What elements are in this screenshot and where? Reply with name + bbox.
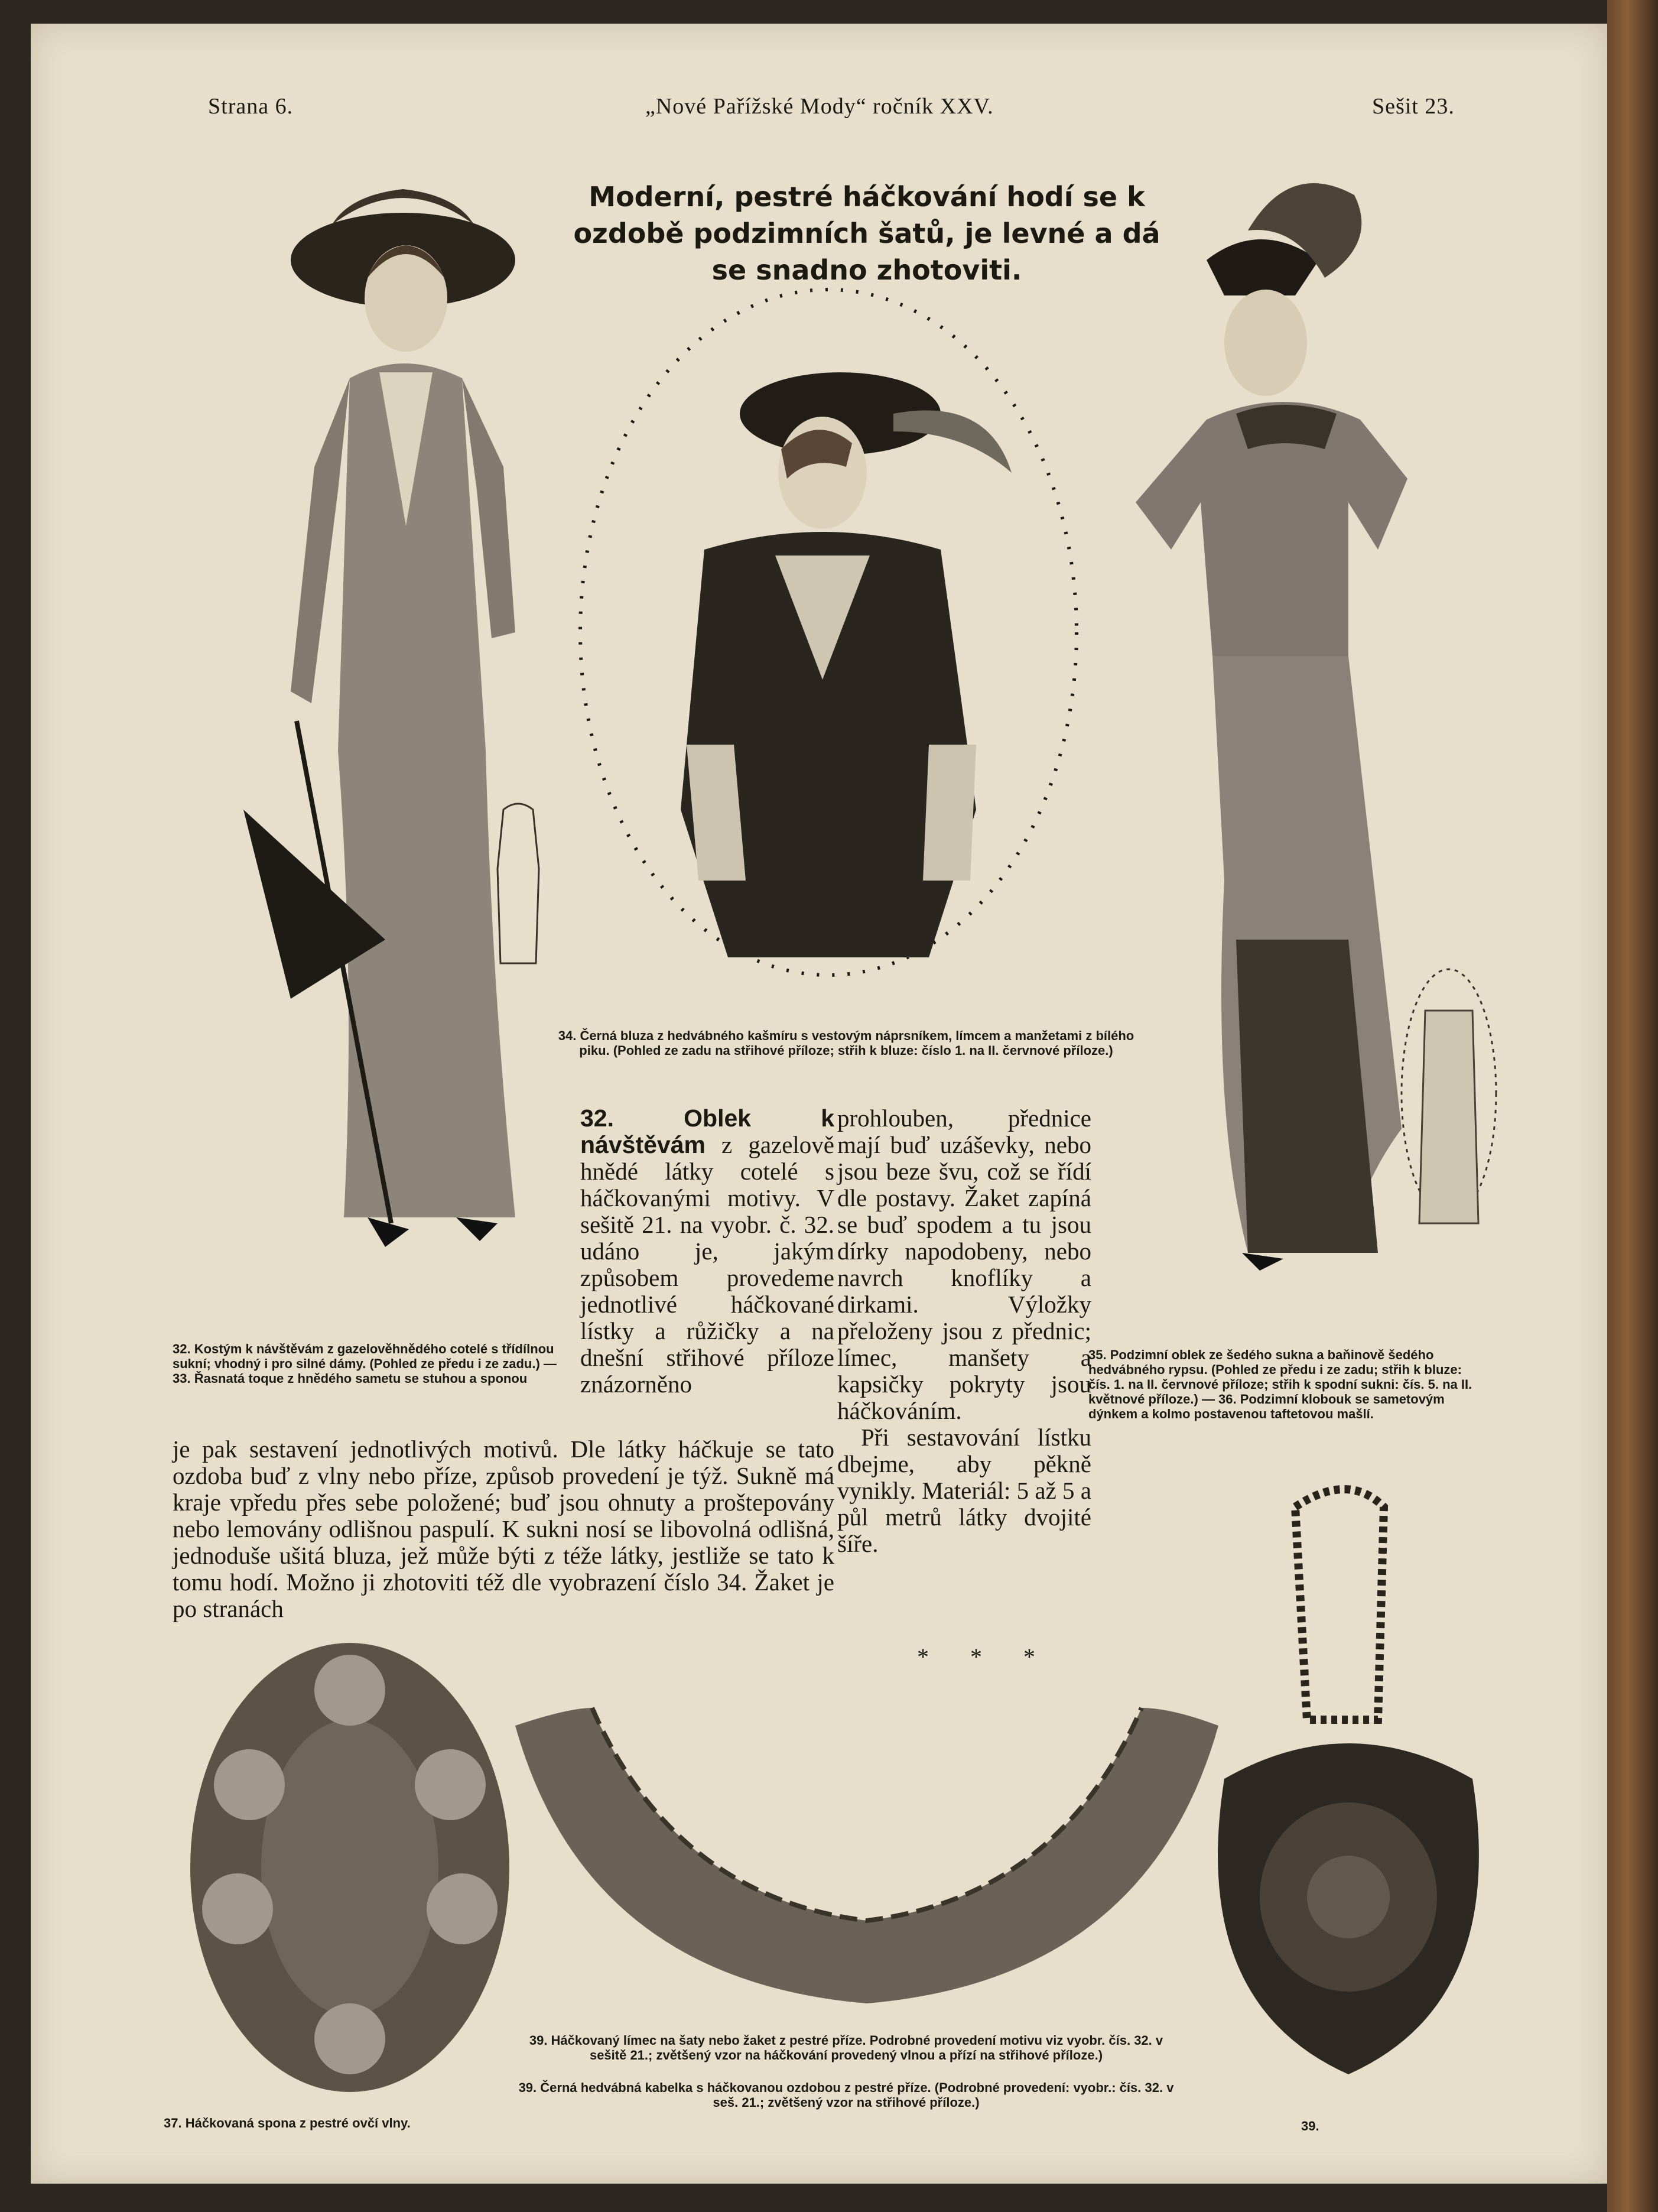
caption-fig34: 34. Černá bluza z hedvábného kašmíru s vestovým náprsníkem, límcem a manžetami z bílého piku. (Pohled ze zadu na střihové příloze; střih k bluze: číslo 1. na II. červnové příloze.) bbox=[558, 1028, 1134, 1058]
page-number: Strana 6. bbox=[208, 94, 294, 119]
book-binding-edge bbox=[1607, 0, 1658, 2212]
caption-fig39-bag: 39. Černá hedvábná kabelka s háčkovanou ozdobou z pestré příze. (Podrobné provedení: vyobr.: čís. 32. v seš. 21.; zvětšený vzor na střihové příloze.) bbox=[518, 2080, 1174, 2110]
crochet-clasp-figure-37 bbox=[178, 1631, 521, 2098]
article-column-1-top bbox=[580, 1105, 834, 1398]
article-col1-text: z gazelově hnědé látky cotelé s háčkovanými motivy. V sešitě 21. na vyobr. č. 32. udáno je, jakým způsobem provedeme jednotlivé háčkované lístky a růžičky a na dnešní střihové příloze znázorněno bbox=[580, 1131, 834, 1398]
crochet-collar-figure-39 bbox=[498, 1672, 1236, 2015]
back-view-sketch-32 bbox=[486, 798, 551, 975]
magazine-page bbox=[31, 24, 1607, 2184]
headline: Moderní, pestré háčkování hodí se k ozdobě podzimních šatů, je levné a dá se snadno zhotoviti. bbox=[573, 181, 1160, 286]
caption-fig39-collar: 39. Háčkovaný límec na šaty nebo žaket z pestré příze. Podrobné provedení motivu viz vyobr. čís. 32. v sešitě 21.; zvětšený vzor na háčkování provedený vlnou a přízí na střihové příloze.) bbox=[529, 2033, 1163, 2062]
article-column-2 bbox=[837, 1105, 1091, 1557]
fashion-figure-34-medallion bbox=[563, 278, 1094, 987]
caption-fig35-36: 35. Podzimní oblek ze šedého sukna a baňinově šedého hedvábného rypsu. (Pohled ze předu i ze zadu; střih k bluze: čís. 1. na II. červnové příloze; střih k spodní sukni: čís. 5. na II. květnové příloze.) — 36. Podzimní klobouk se sametovým dýnkem a kolmo postavenou taftetovou mašlí. bbox=[1088, 1347, 1472, 1421]
handbag-figure-39 bbox=[1189, 1472, 1508, 2092]
article-lead: 32. Oblek k návštěvám bbox=[580, 1105, 834, 1158]
caption-fig32-33: 32. Kostým k návštěvám z gazelověhnědého cotelé s třídílnou sukní; vhodný i pro silné dámy. (Pohled ze předu i ze zadu.) — 33. Řasnatá toque z hnědého sametu se stuhou a sponou bbox=[173, 1342, 557, 1386]
fashion-figure-32 bbox=[208, 160, 574, 1312]
article-column-1-wide: je pak sestavení jednotlivých motivů. Dle látky háčkuje se tato ozdoba buď z vlny nebo příze, způsob provedení je týž. Sukně má kraje vpředu přes sebe položené; buď jsou ohnuty a proštepovány nebo lemovány odlišnou paspulí. K sukni nosí se libovolná odlišná, jednoduše ušitá bluza, jež může býti z téže látky, jestliže se tato k tomu hodí. Možno ji zhotoviti též dle vyobrazení číslo 34. Žaket je po stranách bbox=[173, 1435, 834, 1622]
back-view-sketch-35 bbox=[1396, 963, 1502, 1271]
article-col2-paragraph-2: Při sestavování lístku dbejme, aby pěkně vynikly. Materiál: 5 až 5 a půl metrů látky dvojité šíře. bbox=[837, 1424, 1091, 1557]
issue-number: Sešit 23. bbox=[1372, 94, 1455, 119]
running-title: „Nové Pařížské Mody“ ročník XXV. bbox=[645, 94, 994, 119]
section-ornament: * * * bbox=[917, 1643, 1053, 1670]
article-col2-text: prohlouben, přednice mají buď uzáševky, nebo jsou beze švu, což se řídí dle postavy. Žaket zapíná se buď spodem a tu jsou dírky napodobeny, nebo navrch knoflíky a dirkami. Výložky přeloženy jsou z přednic; límec, manšety a kapsičky pokryty jsou háčkováním. bbox=[837, 1105, 1091, 1424]
caption-fig37: 37. Háčkovaná spona z pestré ovčí vlny. bbox=[164, 2116, 411, 2130]
caption-fig39-bag-number: 39. bbox=[1301, 2119, 1319, 2133]
